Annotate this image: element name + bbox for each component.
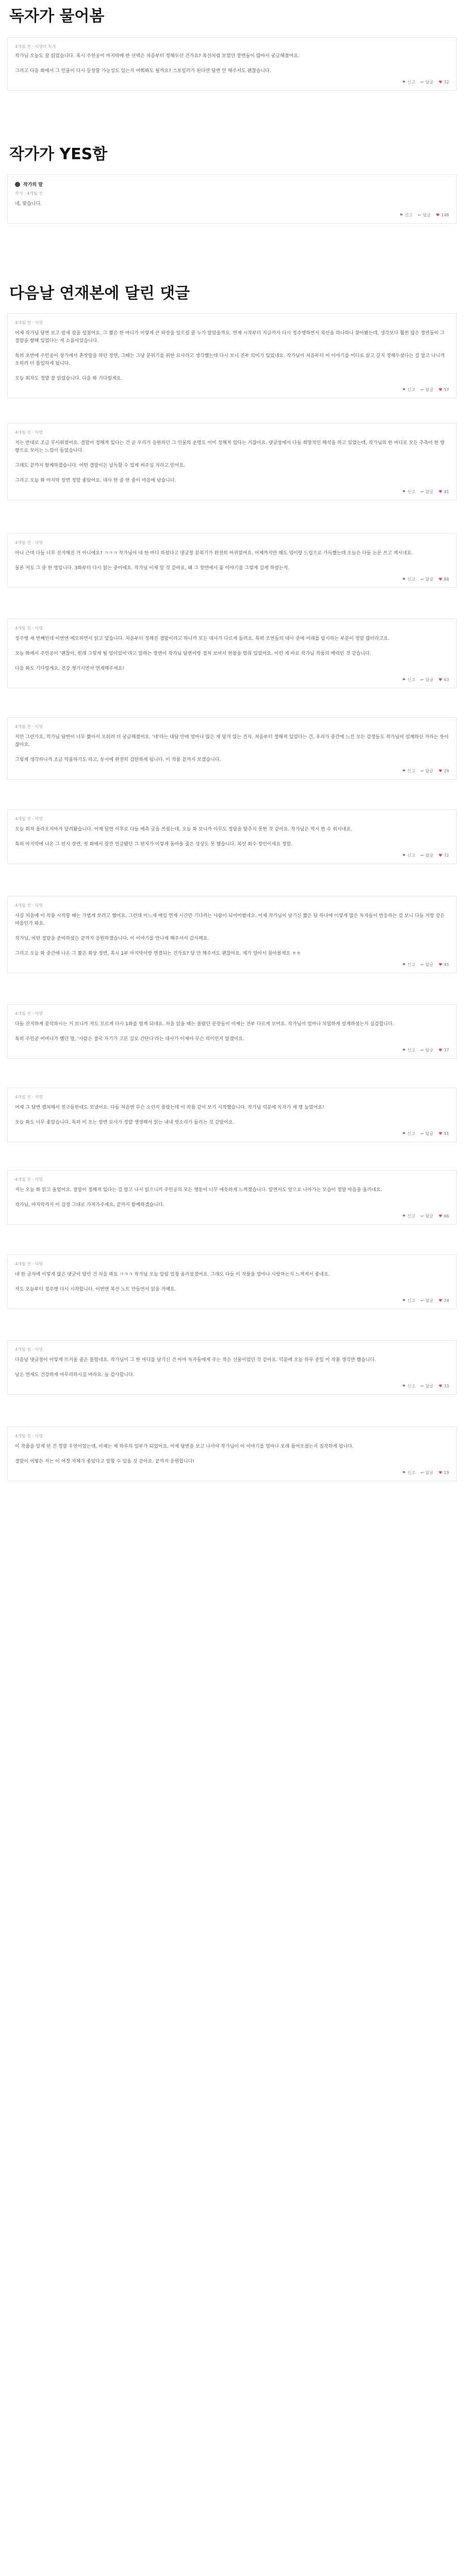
comment-meta: 4개월 전 · 익명 bbox=[15, 540, 43, 545]
comment-body bbox=[15, 1357, 449, 1379]
comment-card bbox=[7, 809, 457, 864]
heart-icon: ♥ bbox=[438, 489, 442, 494]
reply-icon: ↩ bbox=[420, 79, 424, 84]
comment-text: 저는 반대로 조금 무서워졌어요. 결말이 정해져 있다는 건 곧 우리가 응원하던 그 인물의 운명도 이미 정해져 있다는 거잖아요. 댓글창에서 다들 희망적인 해석을 하고 있었는데, 작가님의 한 마디로 모든 추측이 한 방향으로 모이는 느낌이 들었습니다. bbox=[15, 440, 445, 453]
comment-meta: 4개월 전 · 익명 bbox=[15, 817, 43, 821]
reply-icon: ↩ bbox=[420, 489, 424, 494]
report-button[interactable]: ⚑ 신고 bbox=[399, 212, 413, 217]
reply-icon: ↩ bbox=[420, 577, 424, 582]
flag-icon: ⚑ bbox=[402, 387, 406, 392]
flag-icon: ⚑ bbox=[402, 79, 406, 84]
comment-actions bbox=[15, 383, 449, 393]
comment-text: 남은 연재도 건강하게 마무리하시길 바라요. 늘 감사합니다. bbox=[15, 1372, 135, 1378]
comment-spacer bbox=[0, 688, 464, 717]
flag-icon: ⚑ bbox=[402, 1298, 406, 1303]
heart-icon: ♥ bbox=[438, 1213, 442, 1218]
comment-meta: 4개월 전 · 익명 bbox=[15, 1434, 43, 1438]
reply-button[interactable]: ↩ 답글 bbox=[420, 768, 434, 773]
comment-actions bbox=[15, 1127, 449, 1137]
reply-icon: ↩ bbox=[418, 212, 422, 217]
reply-icon: ↩ bbox=[420, 962, 424, 967]
comment-text: 결말이 어떻든 저는 이 여정 자체가 좋았다고 말할 수 있을 것 같아요. 끝까지 응원합니다! bbox=[15, 1459, 194, 1464]
reply-button[interactable]: ↩ 답글 bbox=[418, 212, 431, 217]
heart-icon: ♥ bbox=[438, 387, 442, 392]
comment-text: 오늘 회차도 정말 잘 읽었습니다. 다음 화 기다릴게요. bbox=[15, 376, 123, 381]
comment-meta: 4개월 전 · 익명 bbox=[15, 1347, 43, 1352]
comment-body bbox=[15, 1021, 449, 1043]
comment-card bbox=[7, 717, 457, 779]
reply-button[interactable]: ↩ 답글 bbox=[420, 677, 434, 682]
like-button[interactable]: ♥ 29 bbox=[438, 768, 449, 773]
section-title-author: 작가가 YES함 bbox=[9, 145, 108, 163]
author-icon bbox=[15, 182, 20, 187]
comment-text: 그래도 끝까지 함께하겠습니다. 어떤 결말이든 납득할 수 있게 써주실 거라고 믿어요. bbox=[15, 463, 185, 468]
comment-body bbox=[15, 912, 449, 958]
heart-icon: ♥ bbox=[438, 1383, 442, 1388]
comment-body bbox=[15, 550, 449, 572]
comment-text: 다들 진지하게 분석하시는 거 보니까 저도 모르게 다시 1화를 열게 되네요. 처음 읽을 때는 몰랐던 문장들이 이제는 전부 다르게 보여요. 작가님이 얼마나 치밀하게 설계하셨는지 실감합니다. bbox=[15, 1022, 394, 1027]
report-button[interactable]: ⚑ 신고 bbox=[402, 577, 416, 582]
reply-button[interactable]: ↩ 답글 bbox=[420, 1383, 434, 1388]
comment-card bbox=[7, 1088, 457, 1142]
report-button[interactable]: ⚑ 신고 bbox=[402, 489, 416, 494]
flag-icon: ⚑ bbox=[402, 1213, 406, 1218]
heart-icon: ♥ bbox=[438, 853, 442, 858]
comment-actions bbox=[15, 1379, 449, 1389]
reply-icon: ↩ bbox=[420, 1383, 424, 1388]
heart-icon: ♥ bbox=[438, 79, 442, 84]
heart-icon: ♥ bbox=[438, 1470, 442, 1475]
comment-meta: 4개월 전 · 익명 bbox=[15, 430, 43, 435]
reply-icon: ↩ bbox=[420, 768, 424, 773]
reply-icon: ↩ bbox=[420, 1131, 424, 1136]
reply-button[interactable]: ↩ 답글 bbox=[420, 1131, 434, 1136]
comment-card bbox=[7, 1340, 457, 1395]
question-card bbox=[7, 37, 457, 91]
comment-body bbox=[15, 330, 449, 383]
report-button[interactable]: ⚑ 신고 bbox=[402, 768, 416, 773]
reply-icon: ↩ bbox=[420, 677, 424, 682]
comment-body bbox=[15, 1187, 449, 1209]
reply-button[interactable]: ↩ 답글 bbox=[420, 489, 434, 494]
author-header bbox=[15, 181, 449, 188]
comment-spacer bbox=[0, 1481, 464, 1511]
reply-button[interactable]: ↩ 답글 bbox=[420, 1047, 434, 1053]
comment-text: 특히 주인공 어머니가 했던 말, '사람은 결국 자기가 고른 길로 간단다'라는 대사가 이제야 무슨 의미인지 알겠어요. bbox=[15, 1037, 244, 1042]
report-button[interactable]: ⚑ 신고 bbox=[402, 962, 416, 967]
comment-actions bbox=[15, 1294, 449, 1303]
like-button[interactable]: ♥ 45 bbox=[438, 962, 449, 967]
comment-spacer bbox=[0, 1395, 464, 1427]
report-button[interactable]: ⚑ 신고 bbox=[402, 1131, 416, 1136]
comment-card bbox=[7, 619, 457, 688]
comment-actions bbox=[15, 208, 449, 218]
comment-actions bbox=[15, 1466, 449, 1476]
like-button[interactable]: ♥ 41 bbox=[438, 489, 449, 494]
reply-icon: ↩ bbox=[420, 387, 424, 392]
comment-meta: 작가 · 4개월 전 bbox=[15, 191, 43, 196]
comment-text: 특히 마지막에 나온 그 편지 장면, 첫 화에서 잠깐 언급됐던 그 편지가 이렇게 돌아올 줄은 상상도 못 했습니다. 복선 회수 장인이세요 정말. bbox=[15, 842, 293, 847]
report-button[interactable]: ⚑ 신고 bbox=[402, 387, 416, 392]
reply-button[interactable]: ↩ 답글 bbox=[420, 1213, 434, 1218]
comment-meta: 4개월 전 · 익명 bbox=[15, 626, 43, 631]
heart-icon: ♥ bbox=[438, 962, 442, 967]
flag-icon: ⚑ bbox=[402, 1470, 406, 1475]
flag-icon: ⚑ bbox=[402, 1047, 406, 1053]
comment-text: 어제 작가님 답변 보고 밤새 잠을 설쳤어요. 그 짧은 한 마디가 이렇게 큰 파장을 일으킬 줄 누가 알았을까요. 연재 시작부터 지금까지 다시 정주행하면서 복선을 하나하나 찾아봤는데, 생각보다 훨씬 많은 장면들이 그 결말을 향해 있었다는 게 소름이었습니다. bbox=[15, 331, 445, 344]
report-button[interactable]: ⚑ 신고 bbox=[402, 1298, 416, 1303]
like-button[interactable]: ♥ 57 bbox=[438, 387, 449, 392]
comment-body bbox=[15, 200, 449, 208]
comment-meta: 4개월 전 · 익명 bbox=[15, 1011, 43, 1016]
comment-text: 사실 처음에 이 작품 시작할 때는 가볍게 보려고 했어요. 그런데 어느새 매일 연재 시간만 기다리는 사람이 되어버렸네요. 어제 작가님이 남기신 짧은 답 하나에 이렇게 많은 독자들이 반응하는 걸 보니 다들 저랑 같은 마음인가 봐요. bbox=[15, 913, 445, 926]
comment-spacer bbox=[0, 1309, 464, 1340]
comment-body bbox=[15, 635, 449, 673]
comment-meta: 4개월 전 · 익명 bbox=[15, 1262, 43, 1266]
comment-body bbox=[15, 1271, 449, 1294]
heart-icon: ♥ bbox=[438, 577, 442, 582]
comment-meta: 4개월 전 · 익명의 독자 bbox=[15, 44, 56, 49]
comment-meta: 4개월 전 · 익명 bbox=[15, 1177, 43, 1182]
comment-actions bbox=[15, 1209, 449, 1219]
reply-button[interactable]: ↩ 답글 bbox=[420, 1470, 434, 1475]
like-button[interactable]: ♥ 148 bbox=[436, 212, 449, 217]
comment-text: 오늘 화도 너무 좋았습니다. 특히 비 오는 장면 묘사가 정말 생생해서 읽는 내내 빗소리가 들리는 것 같았어요. bbox=[15, 1120, 235, 1125]
flag-icon: ⚑ bbox=[402, 1383, 406, 1388]
comment-body bbox=[15, 439, 449, 485]
comment-text: 물론 저도 그 중 한 명입니다. 3화부터 다시 읽는 중이에요. 작가님 이제 알 것 같아요, 왜 그 장면에서 꽃 이야기를 그렇게 길게 하셨는지. bbox=[15, 566, 290, 571]
flag-icon: ⚑ bbox=[402, 1131, 406, 1136]
comment-card bbox=[7, 1004, 457, 1059]
reply-icon: ↩ bbox=[420, 853, 424, 858]
like-button[interactable]: ♥ 19 bbox=[438, 1470, 449, 1475]
comment-text: 정주행 세 번째인데 이번엔 메모하면서 읽고 있습니다. 처음부터 정해진 결말이라고 하니까 모든 대사가 다르게 들려요. 특히 조연들의 대사 중에 미래를 암시하는 부분이 정말 많더라고요. bbox=[15, 636, 390, 641]
report-button[interactable]: ⚑ 신고 bbox=[402, 1383, 416, 1388]
reply-button[interactable]: ↩ 답글 bbox=[420, 962, 434, 967]
heart-icon: ♥ bbox=[436, 212, 440, 217]
comment-text: 어제 그 답변 캡처해서 친구들한테도 보냈어요. 다들 처음엔 무슨 소린지 몰랐는데 이 작품 같이 보기 시작했습니다. 작가님 덕분에 독자가 세 명 늘었어요! bbox=[15, 1105, 324, 1110]
report-button[interactable]: ⚑ 신고 bbox=[402, 1047, 416, 1053]
comment-spacer bbox=[0, 864, 464, 896]
comment-body bbox=[15, 1104, 449, 1127]
reply-icon: ↩ bbox=[420, 1470, 424, 1475]
comment-body bbox=[15, 1443, 449, 1466]
comment-actions bbox=[15, 485, 449, 495]
flag-icon: ⚑ bbox=[399, 212, 403, 217]
comment-text: 아니 근데 다들 너무 진지해진 거 아니에요? ㅋㅋㅋ 작가님이 네 한 마디 하셨다고 댓글창 분위기가 완전히 바뀌었어요. 어제까지만 해도 밈이랑 드립으로 가득했는데 오늘은 다들 논문 쓰고 계시네요. bbox=[15, 551, 413, 556]
comment-card bbox=[7, 896, 457, 973]
comment-actions bbox=[15, 673, 449, 683]
comment-text: 그리고 오늘 화 중간에 나온 그 짧은 회상 장면, 혹시 1부 마지막이랑 연결되는 건가요? 답 안 해주셔도 괜찮아요. 제가 알아서 찾아볼게요 ㅎㅎ bbox=[15, 951, 301, 956]
comment-actions bbox=[15, 849, 449, 858]
comment-text: 저도 오늘부터 정주행 다시 시작합니다. 이번엔 복선 노트 만들면서 읽을 거예요. bbox=[15, 1287, 176, 1292]
like-button[interactable]: ♥ 33 bbox=[438, 1383, 449, 1388]
reply-button[interactable]: ↩ 답글 bbox=[420, 853, 434, 858]
like-button[interactable]: ♥ 51 bbox=[438, 1131, 449, 1136]
comment-body bbox=[15, 734, 449, 764]
heart-icon: ♥ bbox=[438, 1047, 442, 1053]
like-button[interactable]: ♥ 63 bbox=[438, 677, 449, 682]
comment-card bbox=[7, 1427, 457, 1481]
comment-spacer bbox=[0, 500, 464, 533]
comment-card bbox=[7, 1170, 457, 1225]
comment-text: 특히 초반에 주인공이 창가에서 혼잣말을 하던 장면, 그때는 그냥 분위기를 위한 묘사라고 생각했는데 다시 보니 전부 의미가 있었네요. 작가님이 처음부터 이 이야기를 어디로 끌고 갈지 정해두셨다는 걸 알고 나니까 오히려 더 몰입하게 됩니다. bbox=[15, 353, 445, 366]
comment-text: 오늘 화에서 주인공이 '괜찮아, 원래 그렇게 될 일이었어'라고 말하는 장면이 작가님 답변이랑 겹쳐 보여서 한참을 멈춰 있었어요. 이런 게 바로 작가님 작품의 매력인 것 같습니다. bbox=[15, 651, 371, 656]
reply-icon: ↩ bbox=[420, 1298, 424, 1303]
reply-button[interactable]: ↩ 답글 bbox=[420, 79, 434, 84]
reply-button[interactable]: ↩ 답글 bbox=[420, 577, 434, 582]
like-button[interactable]: ♥ 88 bbox=[438, 577, 449, 582]
comment-actions bbox=[15, 572, 449, 582]
flag-icon: ⚑ bbox=[402, 853, 406, 858]
comment-body bbox=[15, 53, 449, 75]
comment-text: 그렇게 생각하니까 조금 억울하기도 하고, 동시에 완전히 감탄하게 됩니다. 이 작품 끝까지 보겠습니다. bbox=[15, 757, 221, 762]
author-card bbox=[7, 174, 457, 224]
comment-meta: 4개월 전 · 익명 bbox=[15, 724, 43, 729]
comment-meta: 4개월 전 · 익명 bbox=[15, 320, 43, 325]
like-button[interactable]: ♥ 24 bbox=[438, 1298, 449, 1303]
comment-actions bbox=[15, 75, 449, 85]
reply-icon: ↩ bbox=[420, 1047, 424, 1053]
reply-button[interactable]: ↩ 답글 bbox=[420, 1298, 434, 1303]
comment-card bbox=[7, 423, 457, 500]
like-button[interactable]: ♥ 72 bbox=[438, 853, 449, 858]
comment-text: 작가님, 어떤 결말을 준비하셨든 끝까지 응원하겠습니다. 이 이야기를 만나게 해주셔서 감사해요. bbox=[15, 936, 209, 941]
report-button[interactable]: ⚑ 신고 bbox=[402, 1213, 416, 1218]
comment-spacer bbox=[0, 1225, 464, 1255]
comment-list bbox=[0, 313, 464, 1511]
flag-icon: ⚑ bbox=[402, 577, 406, 582]
like-button[interactable]: ♥ 66 bbox=[438, 1213, 449, 1218]
flag-icon: ⚑ bbox=[402, 768, 406, 773]
flag-icon: ⚑ bbox=[402, 962, 406, 967]
flag-icon: ⚑ bbox=[402, 489, 406, 494]
comment-body bbox=[15, 826, 449, 849]
comment-spacer bbox=[0, 1142, 464, 1170]
comment-spacer bbox=[0, 398, 464, 423]
comment-text: 네 한 글자에 이렇게 많은 댓글이 달린 건 처음 봐요 ㅋㅋㅋ 작가님 오늘 알림 엄청 울리셨겠어요. 그래도 다들 이 작품을 얼마나 사랑하는지 느껴져서 좋네요. bbox=[15, 1272, 330, 1277]
heart-icon: ♥ bbox=[438, 677, 442, 682]
comment-text: 이 작품을 알게 된 건 정말 우연이었는데, 이제는 제 하루의 일부가 되었어요. 어제 답변을 보고 나서야 작가님이 이 이야기를 얼마나 오래 품어오셨는지 짐작하게 됩니다. bbox=[15, 1444, 354, 1449]
comment-text: 네, 맞습니다. bbox=[15, 201, 42, 207]
comment-spacer bbox=[0, 973, 464, 1004]
comment-text: 작가님, 마지막까지 이 감정 그대로 가져가주세요. 끝까지 함께하겠습니다. bbox=[15, 1202, 164, 1208]
like-button[interactable]: ♥ 32 bbox=[438, 79, 449, 84]
comment-card bbox=[7, 313, 457, 398]
heart-icon: ♥ bbox=[438, 768, 442, 773]
comment-actions bbox=[15, 958, 449, 968]
comment-card bbox=[7, 1255, 457, 1309]
comment-actions bbox=[15, 1043, 449, 1053]
report-button[interactable]: ⚑ 신고 bbox=[402, 677, 416, 682]
heart-icon: ♥ bbox=[438, 1131, 442, 1136]
comment-text: 작가님 오늘도 잘 읽었습니다. 혹시 주인공이 마지막에 한 선택은 처음부터 정해두신 건가요? 복선처럼 보였던 장면들이 많아서 궁금해졌어요. bbox=[15, 54, 300, 59]
comment-text: 저는 오늘 화 읽고 울었어요. 결말이 정해져 있다는 걸 알고 나서 읽으니까 주인공의 모든 행동이 너무 애틋하게 느껴졌습니다. 알면서도 앞으로 나아가는 모습이 정말 마음을 울리네요. bbox=[15, 1188, 382, 1193]
report-button[interactable]: ⚑ 신고 bbox=[402, 1470, 416, 1475]
section-title-comments: 다음날 연재본에 달린 댓글 bbox=[9, 284, 190, 302]
comment-actions bbox=[15, 764, 449, 774]
report-button[interactable]: ⚑ 신고 bbox=[402, 79, 416, 84]
comment-spacer bbox=[0, 588, 464, 619]
author-name: 작가의 말 bbox=[23, 182, 43, 188]
comment-text: 그리고 오늘 화 마지막 장면 정말 좋았어요. 대사 한 줄 한 줄이 마음에 남습니다. bbox=[15, 478, 176, 483]
comment-meta: 4개월 전 · 익명 bbox=[15, 903, 43, 908]
heart-icon: ♥ bbox=[438, 1298, 442, 1303]
reply-icon: ↩ bbox=[420, 1213, 424, 1218]
comment-spacer bbox=[0, 1059, 464, 1088]
comment-spacer bbox=[0, 779, 464, 809]
comment-text: 그리고 다음 화에서 그 인물이 다시 등장할 가능성도 있는지 여쭤봐도 될까요? 스포일러가 된다면 답변 안 해주셔도 괜찮습니다. bbox=[15, 69, 271, 74]
flag-icon: ⚑ bbox=[402, 677, 406, 682]
comment-text: 다음 화도 기다릴게요. 건강 챙기시면서 연재해주세요! bbox=[15, 666, 125, 671]
comment-text: 다음날 댓글창이 이렇게 뜨거울 줄은 몰랐네요. 작가님이 그 한 마디를 남기신 건 아마 독자들에게 주는 작은 선물이었던 것 같아요. 덕분에 오늘 하루 종일 이 작품 생각만 했습니다. bbox=[15, 1358, 376, 1363]
reply-button[interactable]: ↩ 답글 bbox=[420, 387, 434, 392]
comment-text: 오늘 회차 올라오자마자 달려왔습니다. 어제 답변 이후로 다들 예측 글을 쓰셨는데, 오늘 화 보니까 아무도 정답을 맞추지 못한 것 같아요. 작가님은 역시 한 수 위시네요. bbox=[15, 827, 352, 832]
comment-text: 저만 그런가요, 작가님 답변이 너무 짧아서 오히려 더 궁금해졌어요. '네'라는 대답 안에 얼마나 많은 게 담겨 있는 건지. 처음부터 정해져 있었다는 건, 우리가 중간에 느낀 모든 감정들도 작가님이 설계하신 거라는 뜻이잖아요. bbox=[15, 735, 449, 748]
report-button[interactable]: ⚑ 신고 bbox=[402, 853, 416, 858]
section-title-question: 독자가 물어봄 bbox=[9, 7, 105, 25]
like-button[interactable]: ♥ 37 bbox=[438, 1047, 449, 1053]
comment-card bbox=[7, 533, 457, 588]
comment-meta: 4개월 전 · 익명 bbox=[15, 1095, 43, 1099]
